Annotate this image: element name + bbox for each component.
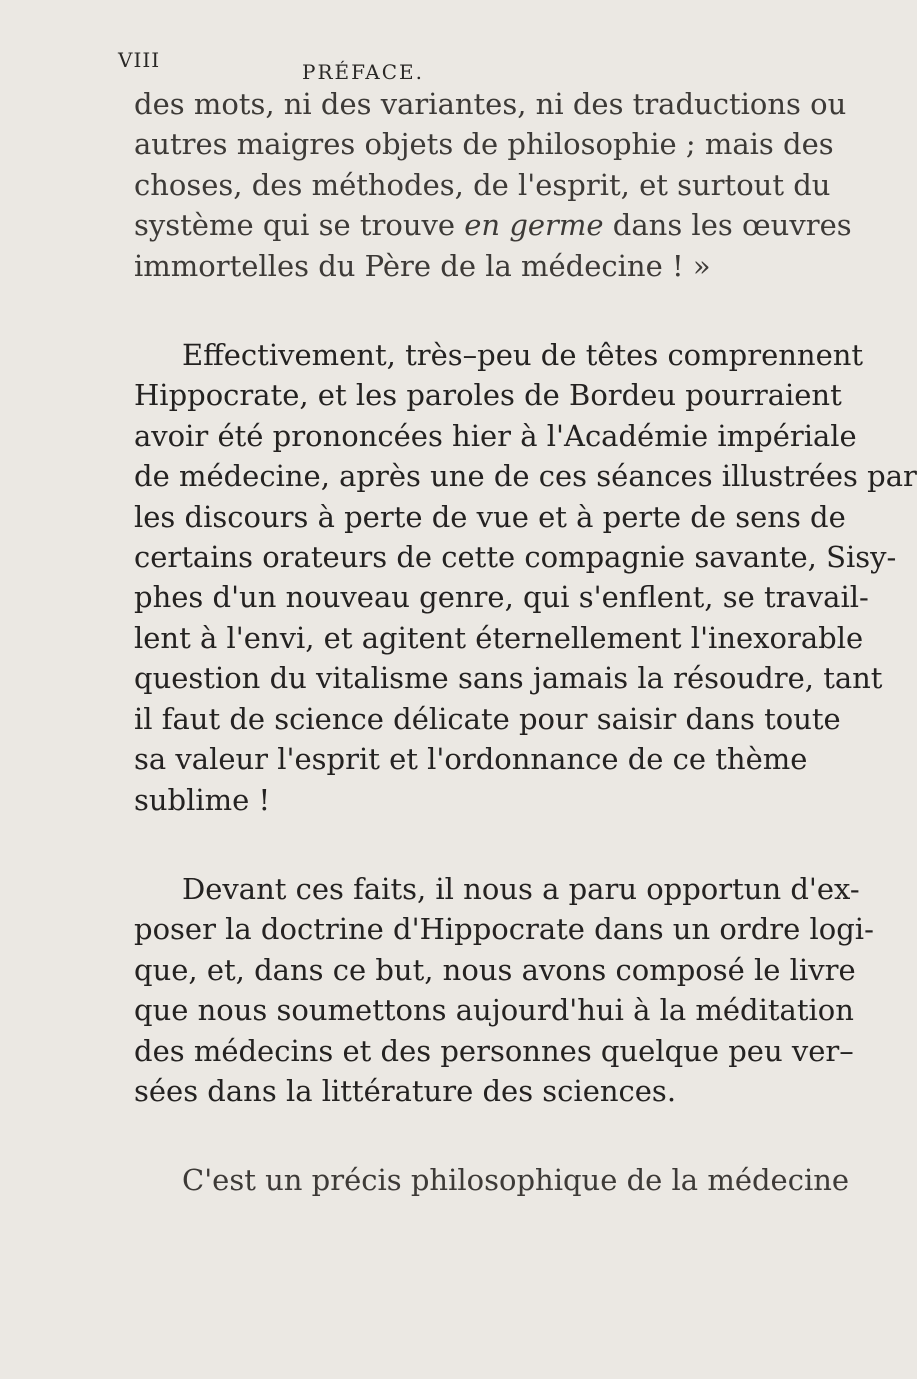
text-line: les discours à perte de vue et à perte de sens de [134, 499, 846, 534]
running-title: PRÉFACE. [302, 60, 424, 84]
text-line: sées dans la littérature des sciences. [134, 1073, 677, 1108]
text-line: que nous soumettons aujourd'hui à la méditation [134, 993, 854, 1028]
paragraph-3 [134, 869, 874, 1111]
text-line: Devant ces faits, il nous a paru opportun d'ex- [182, 871, 860, 906]
body-text [134, 84, 917, 1201]
text-line: choses, des méthodes, de l'esprit, et surtout du [134, 167, 831, 202]
page-header [118, 48, 778, 88]
text-line-with-emphasis [134, 205, 852, 245]
text-line: il faut de science délicate pour saisir dans toute [134, 701, 841, 736]
paragraph-2 [134, 335, 917, 820]
text-line: Hippocrate, et les paroles de Bordeu pourraient [134, 378, 842, 413]
text-line: question du vitalisme sans jamais la résoudre, tant [134, 661, 883, 696]
text-line: poser la doctrine d'Hippocrate dans un ordre logi- [134, 912, 874, 947]
text-fragment: système qui se trouve [134, 208, 465, 243]
text-line: avoir été prononcées hier à l'Académie impériale [134, 418, 857, 453]
emphasis-en-germe: en germe [464, 208, 604, 243]
text-line: immortelles du Père de la médecine ! » [134, 248, 711, 283]
text-line: phes d'un nouveau genre, qui s'enflent, se travail- [134, 580, 869, 615]
text-line: des mots, ni des variantes, ni des traductions ou [134, 87, 847, 121]
text-line: C'est un précis philosophique de la médecine [182, 1163, 850, 1198]
text-fragment: dans les œuvres [603, 208, 852, 243]
text-line: de médecine, après une de ces séances illustrées par [134, 459, 917, 494]
text-line: que, et, dans ce but, nous avons composé le livre [134, 952, 856, 987]
paragraph-4 [134, 1160, 850, 1200]
text-line: sublime ! [134, 782, 271, 817]
text-line: Effectivement, très–peu de têtes comprennent [182, 338, 864, 373]
text-line: sa valeur l'esprit et l'ordonnance de ce thème [134, 742, 808, 777]
text-line: certains orateurs de cette compagnie savante, Sisy- [134, 540, 897, 575]
text-line: des médecins et des personnes quelque peu ver– [134, 1033, 854, 1068]
text-line: lent à l'envi, et agitent éternellement l'inexorable [134, 620, 864, 655]
text-line: autres maigres objets de philosophie ; mais des [134, 127, 834, 162]
page-number: VIII [118, 48, 161, 72]
paragraph-1 [134, 84, 852, 286]
